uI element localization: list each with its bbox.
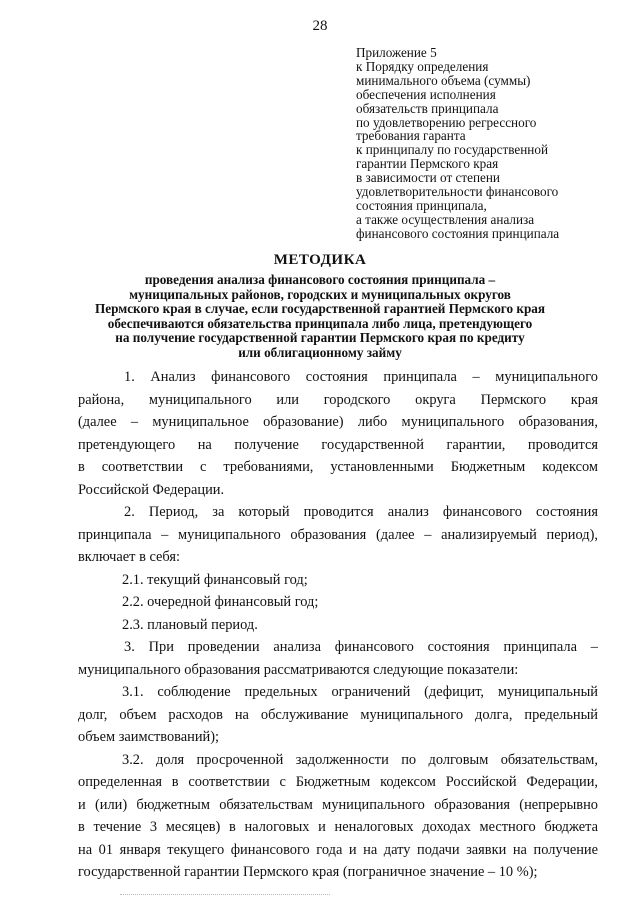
text-line: принципала – муниципального образования (далее – анализируемый период),	[78, 526, 598, 543]
text-line: района, муниципального или городского округа Пермского края	[78, 391, 598, 408]
text-line: 3.2. доля просроченной задолженности по долговым обязательствам,	[122, 751, 598, 768]
document-subtitle	[0, 273, 640, 360]
paragraph-3-2	[78, 749, 598, 884]
subtitle-line: проведения анализа финансового состояния принципала –	[144, 272, 496, 287]
text-line: 2. Период, за который проводится анализ финансового состояния	[124, 504, 598, 520]
document-title: МЕТОДИКА	[273, 252, 367, 268]
document-body	[78, 366, 598, 884]
text-line: долг, объем расходов на обслуживание муниципального долга, предельный	[78, 706, 598, 723]
paragraph-1	[78, 366, 598, 501]
text-line: на 01 января текущего финансового года и на дату подачи заявки на получение	[78, 841, 598, 858]
appendix-line: в зависимости от степени	[356, 170, 500, 186]
text-line: Российской Федерации.	[78, 481, 225, 498]
scan-artifact-line	[120, 894, 330, 896]
list-item: 2.1. текущий финансовый год;	[122, 571, 308, 588]
text-line: включает в себя:	[78, 549, 180, 565]
appendix-line: минимального объема (суммы)	[356, 72, 531, 88]
subtitle-line: муниципальных районов, городских и муниципальных округов	[129, 286, 511, 302]
paragraph-3-1	[78, 681, 598, 749]
page-number: 28	[312, 18, 328, 34]
appendix-line: состояния принципала,	[356, 197, 487, 213]
appendix-line: гарантии Пермского края	[356, 156, 499, 172]
list-item: 2.3. плановый период.	[122, 616, 258, 633]
text-line: 3.1. соблюдение предельных ограничений (дефицит, муниципальный	[122, 684, 598, 700]
text-line: государственной гарантии Пермского края (пограничное значение – 10 %);	[78, 864, 538, 880]
subtitle-line: Пермского края в случае, если государственной гарантией Пермского края	[94, 301, 546, 316]
appendix-line: по удовлетворению регрессного	[356, 114, 537, 130]
text-line: определенная в соответствии с Бюджетным кодексом Российской Федерации,	[78, 774, 598, 790]
text-line: муниципального образования рассматриваются следующие показатели:	[78, 661, 519, 678]
subtitle-line: на получение государственной гарантии Пермского края по кредиту	[115, 330, 525, 345]
text-line: претендующего на получение государственной гарантии, проводится	[78, 436, 598, 453]
text-line: (далее – муниципальное образование) либо муниципального образования,	[78, 414, 598, 430]
text-line: объем заимствований);	[78, 729, 220, 745]
appendix-line: к принципалу по государственной	[356, 142, 549, 158]
text-line: 3. При проведении анализа финансового состояния принципала –	[124, 639, 598, 655]
paragraph-3	[78, 636, 598, 681]
appendix-line: удовлетворительности финансового	[356, 184, 559, 200]
paragraph-2	[78, 501, 598, 569]
text-line: в течение 3 месяцев) в налоговых и неналоговых доходах местного бюджета	[78, 819, 598, 835]
subtitle-line: обеспечиваются обязательства принципала либо лица, претендующего	[107, 315, 533, 331]
appendix-line: а также осуществления анализа	[356, 211, 535, 227]
text-line: в соответствии с требованиями, установленными Бюджетным кодексом	[78, 459, 598, 475]
appendix-line: финансового состояния принципала	[356, 225, 560, 241]
list-item: 2.2. очередной финансовый год;	[122, 594, 319, 610]
text-line: 1. Анализ финансового состояния принципала – муниципального	[124, 369, 598, 385]
appendix-line: к Порядку определения	[356, 58, 489, 74]
subtitle-line: или облигационному займу	[238, 344, 402, 360]
appendix-line: обязательств принципала	[356, 100, 499, 116]
appendix-header	[356, 46, 636, 241]
appendix-line: требования гаранта	[356, 128, 466, 144]
appendix-line: обеспечения исполнения	[356, 86, 496, 102]
appendix-line: Приложение 5	[356, 45, 437, 60]
text-line: и (или) бюджетным обязательствам муниципального образования (непрерывно	[78, 796, 598, 813]
